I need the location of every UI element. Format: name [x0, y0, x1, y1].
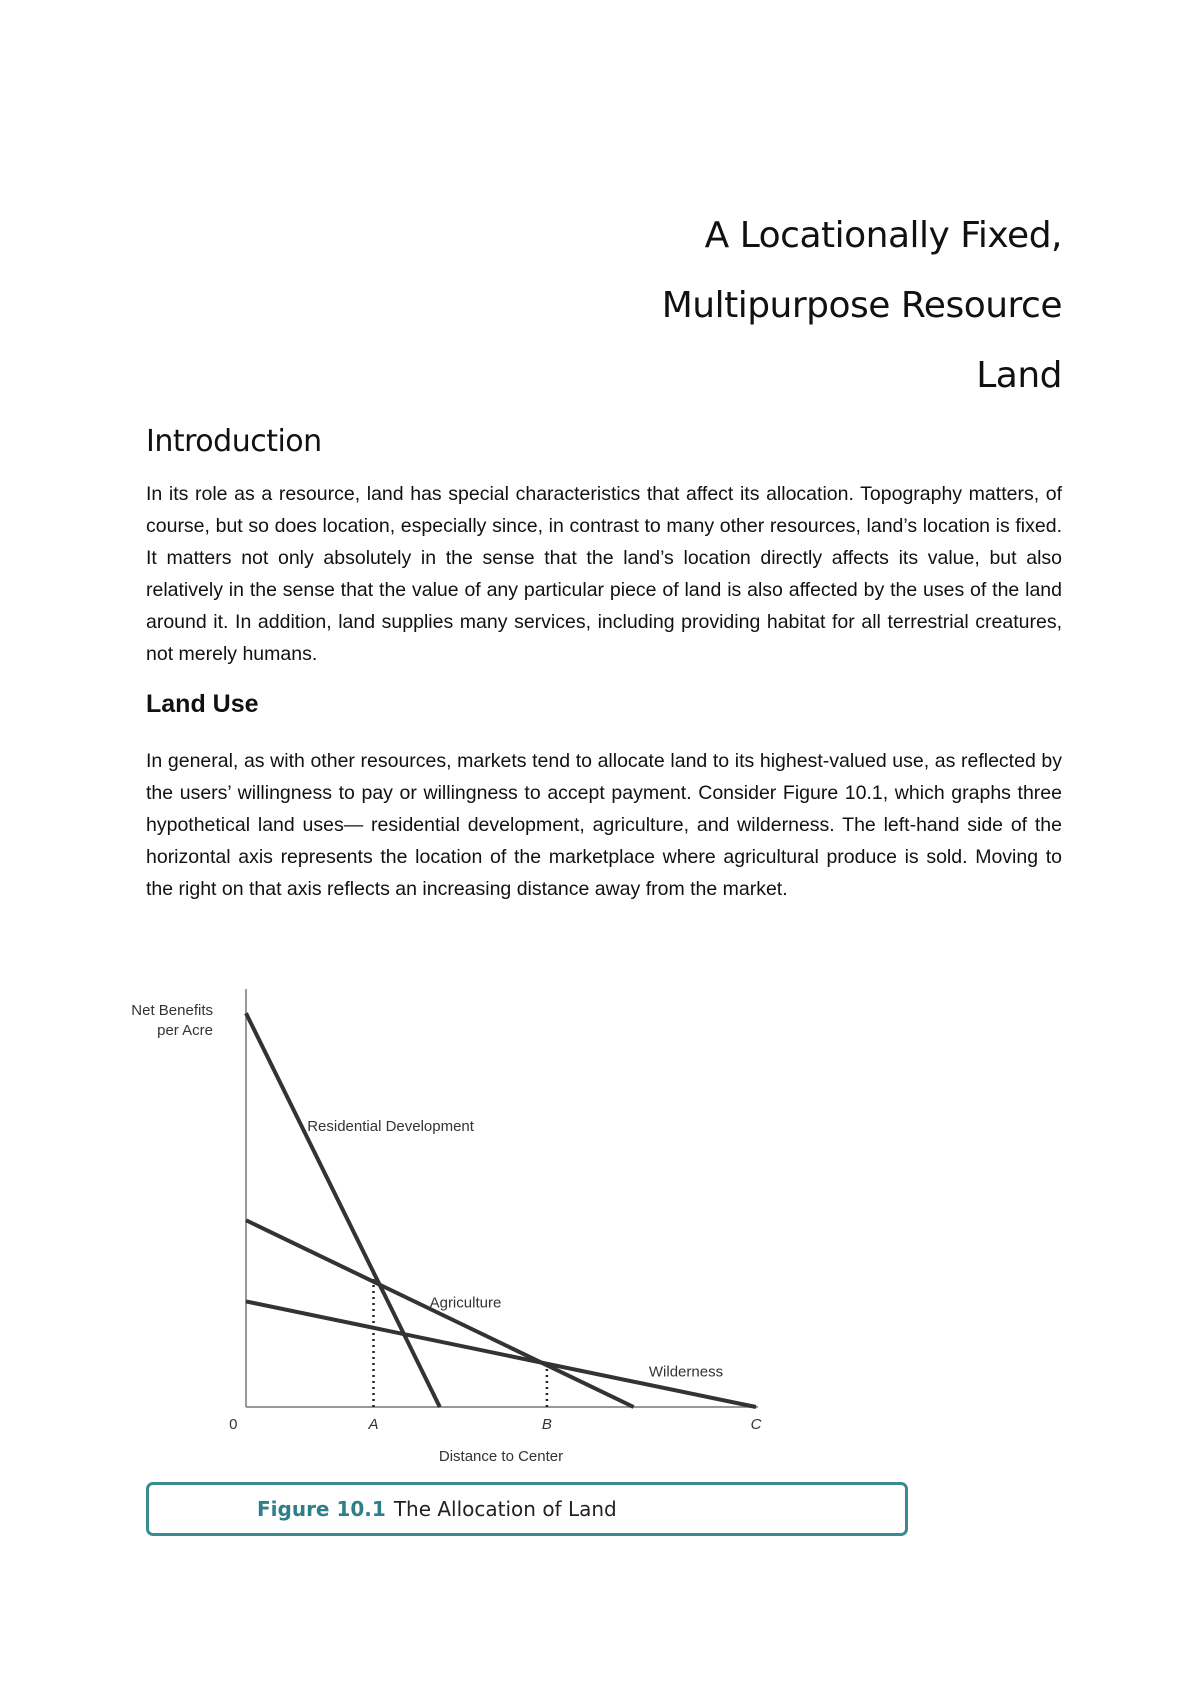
series-label-agriculture: Agriculture	[429, 1294, 502, 1312]
chart-svg	[130, 985, 790, 1465]
series-label-residential-development: Residential Development	[307, 1117, 474, 1135]
x-tick-label-b: B	[541, 1416, 552, 1433]
y-axis-label-line-2: per Acre	[157, 1022, 213, 1039]
x-tick-label-a: A	[368, 1416, 379, 1433]
x-tick-label-0: 0	[229, 1416, 238, 1433]
y-axis-label-line-1: Net Benefits	[131, 1002, 213, 1019]
series-line-residential-development	[246, 1013, 440, 1407]
title-line-1: A Locationally Fixed,	[704, 215, 1062, 256]
chapter-title	[662, 210, 1062, 420]
figure-chart	[130, 985, 790, 1465]
title-line-3: Land	[976, 355, 1062, 396]
series-line-wilderness	[246, 1301, 756, 1407]
x-axis-label: Distance to Center	[438, 1448, 564, 1465]
figure-caption	[146, 1482, 908, 1536]
title-line-2: Multipurpose Resource	[661, 285, 1062, 326]
figure-number: Figure 10.1	[257, 1497, 386, 1521]
introduction-heading: Introduction	[146, 424, 322, 459]
x-tick-label-c: C	[750, 1416, 762, 1433]
land-use-heading: Land Use	[146, 690, 259, 718]
series-label-wilderness: Wilderness	[648, 1363, 724, 1381]
land-use-paragraph: In general, as with other resources, markets tend to allocate land to its highest-valued use, as reflected by the users’ willingness to pay or willingness to accept payment. Consider Figure 10.1, which graphs three hypothetical land uses— residential development, agriculture, and wilderness. The left-hand side of the horizontal axis represents the location of the marketplace where agricultural produce is sold. Moving to the right on that axis reflects an increasing distance away from the market.	[146, 750, 1062, 900]
figure-caption-text: The Allocation of Land	[393, 1497, 617, 1521]
introduction-paragraph: In its role as a resource, land has special characteristics that affect its allocation. Topography matters, of course, but so does location, especially since, in contrast to many other resources, land’s location is fixed. It matters not only absolutely in the sense that the land’s location directly affects its value, but also relatively in the sense that the value of any particular piece of land is also affected by the uses of the land around it. In addition, land supplies many services, including providing habitat for all terrestrial creatures, not merely humans.	[146, 483, 1062, 665]
